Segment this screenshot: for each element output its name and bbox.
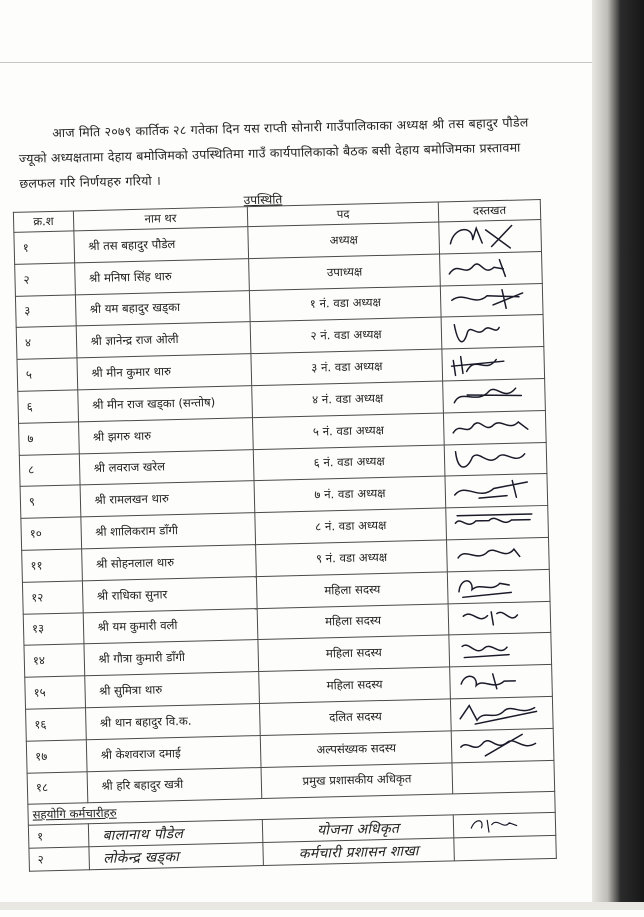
meeting-intro-paragraph: आज मिति २०७९ कार्तिक २८ गतेका दिन यस राप्ती सोनारी गाउँपालिकाका अध्यक्ष श्री तस बहादुर पौडेल ज्यूको अध्यक्षतामा देहाय बमोजिमको उपस्थितिमा गाउँ कार्यपालिकाको बैठक बसी देहाय बमोजिमका प्रस्तावमा छलफल गरि निर्णयहरु गरियो ।: [18, 113, 529, 191]
header-name: नाम थर: [73, 207, 248, 231]
row-signature: [440, 251, 543, 285]
handwritten-signature-icon: [441, 222, 534, 252]
row-signature: [443, 410, 546, 444]
handwritten-signature-icon: [451, 603, 544, 633]
staff-section-title: सहयोगि कर्मचारीहरु: [28, 792, 555, 826]
staff-name: लोकेन्द्र खड्का: [88, 843, 263, 870]
row-serial: १३: [23, 612, 83, 645]
row-name: श्री गौत्रा कुमारी डाँगी: [84, 640, 259, 676]
row-name: श्री यम बहादुर खड्का: [75, 290, 250, 326]
row-serial: १२: [22, 581, 82, 614]
scan-bottom-edge: [0, 902, 644, 910]
row-post: ८ नं. वडा अध्यक्ष: [255, 508, 447, 544]
handwritten-signature-icon: [447, 444, 540, 474]
attendance-table: [13, 199, 557, 872]
row-signature: [447, 537, 550, 571]
row-serial: १४: [24, 644, 84, 677]
row-name: श्री मीन राज खड्का (सन्तोष): [77, 386, 252, 422]
row-serial: १५: [25, 676, 85, 709]
row-serial: ६: [18, 390, 78, 423]
row-serial: ७: [19, 422, 79, 455]
row-post: महिला सदस्य: [259, 667, 451, 703]
row-name: श्री थान बहादुर वि.क.: [85, 703, 260, 739]
header-serial: क्र.श: [13, 211, 73, 232]
row-post: अध्यक्ष: [248, 222, 440, 258]
header-post: पद: [248, 202, 439, 227]
row-signature: [450, 696, 553, 730]
row-post: महिला सदस्य: [257, 603, 449, 639]
row-name: श्री केशवराज दमाई: [86, 735, 261, 771]
row-serial: ९: [20, 485, 80, 518]
staff-post: योजना अधिकृत: [263, 815, 454, 843]
row-signature: [447, 569, 550, 603]
handwritten-signature-icon: [448, 508, 541, 538]
row-serial: ४: [16, 326, 76, 359]
row-signature: [452, 760, 555, 794]
row-post: ७ नं. वडा अध्यक्ष: [254, 476, 446, 512]
handwritten-signature-icon: [456, 813, 549, 837]
handwritten-signature-icon: [443, 285, 536, 315]
row-post: अल्पसंख्यक सदस्य: [260, 731, 452, 767]
staff-serial: २: [29, 847, 89, 871]
staff-serial: १: [28, 824, 88, 848]
row-post: प्रमुख प्रशासकीय अधिकृत: [261, 762, 453, 798]
handwritten-signature-icon: [442, 253, 535, 283]
row-signature: [449, 633, 552, 667]
row-serial: ३: [15, 295, 75, 328]
row-signature: [443, 378, 546, 412]
row-post: ५ नं. वडा अध्यक्ष: [253, 413, 445, 449]
handwritten-signature-icon: [445, 381, 538, 411]
row-name: श्री रामलखन थारु: [80, 481, 255, 517]
handwritten-signature-icon: [449, 539, 542, 569]
row-post: उपाध्यक्ष: [249, 254, 441, 290]
handwritten-signature-icon: [448, 476, 541, 506]
handwritten-signature-icon: [444, 317, 537, 347]
row-signature: [446, 506, 549, 540]
row-serial: ११: [22, 549, 82, 582]
row-signature: [444, 442, 547, 476]
handwritten-signature-icon: [452, 667, 545, 697]
row-name: श्री सुमित्रा थारु: [84, 672, 259, 708]
row-post: ४ नं. वडा अध्यक्ष: [252, 381, 444, 417]
row-signature: [442, 347, 545, 381]
handwritten-signature-icon: [454, 730, 547, 760]
row-serial: १६: [26, 708, 86, 741]
handwritten-signature-icon: [450, 571, 543, 601]
row-name: श्री मीन कुमार थारु: [77, 354, 252, 390]
row-serial: ५: [17, 358, 77, 391]
row-signature: [441, 315, 544, 349]
row-post: दलित सदस्य: [260, 699, 452, 735]
handwritten-signature-icon: [453, 698, 546, 728]
handwritten-signature-icon: [446, 412, 539, 442]
row-name: श्री हरि बहादुर खत्री: [87, 767, 262, 803]
row-name: श्री झगरु थारु: [78, 417, 253, 453]
row-post: महिला सदस्य: [258, 635, 450, 671]
row-post: ६ नं. वडा अध्यक्ष: [253, 445, 445, 481]
row-serial: ८: [19, 453, 79, 486]
row-post: ३ नं. वडा अध्यक्ष: [251, 349, 443, 385]
handwritten-signature-icon: [451, 635, 544, 665]
row-serial: १: [14, 231, 74, 264]
row-signature: [448, 601, 551, 635]
row-name: श्री लवराज खरेल: [79, 449, 254, 485]
row-post: ९ नं. वडा अध्यक्ष: [256, 540, 448, 576]
row-serial: १८: [27, 771, 87, 804]
row-name: श्री ज्ञानेन्द्र राज ओली: [76, 322, 251, 358]
row-name: श्री तस बहादुर पौडेल: [73, 227, 248, 263]
row-name: श्री मनिषा सिंह थारु: [74, 258, 249, 294]
row-post: २ नं. वडा अध्यक्ष: [250, 317, 442, 353]
row-signature: [450, 665, 553, 699]
staff-post: कर्मचारी प्रशासन शाखा: [263, 838, 454, 866]
staff-signature: [453, 813, 556, 838]
row-name: श्री यम कुमारी वली: [83, 608, 258, 644]
row-serial: १७: [26, 740, 86, 773]
row-name: श्री सोहनलाल थारु: [81, 545, 256, 581]
row-name: श्री शालिकराम डाँगी: [80, 513, 255, 549]
staff-name: बालानाथ पौडेल: [88, 820, 263, 847]
row-post: महिला सदस्य: [257, 572, 449, 608]
row-serial: १०: [21, 517, 81, 550]
row-signature: [451, 728, 554, 762]
row-post: १ नं. वडा अध्यक्ष: [250, 286, 442, 322]
header-signature: दस्तखत: [438, 200, 540, 222]
row-signature: [445, 474, 548, 508]
row-name: श्री राधिका सुनार: [82, 576, 257, 612]
staff-signature: [454, 836, 557, 861]
row-signature: [440, 283, 543, 317]
row-signature: [439, 220, 542, 254]
handwritten-signature-icon: [444, 349, 537, 379]
row-serial: २: [15, 263, 75, 296]
attendance-title: उपस्थिति: [243, 192, 283, 208]
